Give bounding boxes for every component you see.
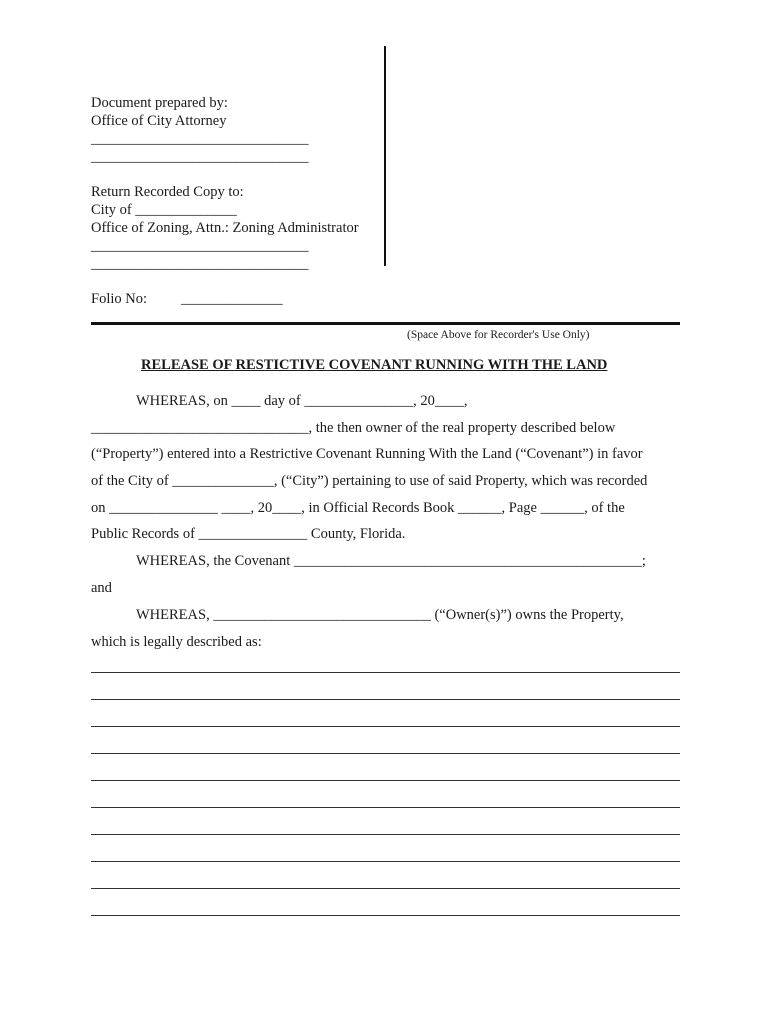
legal-description-line[interactable] [91,807,680,808]
folio-blank[interactable]: ______________ [181,291,283,307]
body-line-8: and [91,580,112,596]
return-city-line[interactable]: City of ______________ [91,202,237,218]
legal-description-line[interactable] [91,726,680,727]
legal-description-line[interactable] [91,888,680,889]
body-line-4: of the City of ______________, (“City”) pertaining to use of said Property, which was recorded [91,473,648,489]
body-line-9: WHEREAS, ______________________________ (“Owner(s)”) owns the Property, [136,607,624,623]
body-line-7: WHEREAS, the Covenant ________________________________________________; [136,553,646,569]
folio-label: Folio No: [91,291,147,307]
legal-description-line[interactable] [91,780,680,781]
prepared-by-office: Office of City Attorney [91,113,227,129]
legal-description-line[interactable] [91,834,680,835]
legal-description-line[interactable] [91,915,680,916]
body-line-6: Public Records of _______________ County, Florida. [91,526,406,542]
return-blank-1[interactable]: ______________________________ [91,238,309,254]
return-blank-2[interactable]: ______________________________ [91,256,309,272]
body-line-3: (“Property”) entered into a Restrictive Covenant Running With the Land (“Covenant”) in favor [91,446,643,462]
recorder-space-divider [91,322,680,325]
prepared-by-blank-2[interactable]: ______________________________ [91,149,309,165]
prepared-by-blank-1[interactable]: ______________________________ [91,131,309,147]
header-vertical-divider [384,46,386,266]
body-line-10: which is legally described as: [91,634,262,650]
legal-description-line[interactable] [91,753,680,754]
legal-description-line[interactable] [91,861,680,862]
return-zoning-line: Office of Zoning, Attn.: Zoning Administrator [91,220,359,236]
legal-description-line[interactable] [91,672,680,673]
body-line-1: WHEREAS, on ____ day of _______________, 20____, [136,393,468,409]
document-title: RELEASE OF RESTICTIVE COVENANT RUNNING WITH THE LAND [141,357,608,373]
body-line-2: ______________________________, the then owner of the real property described below [91,420,616,436]
recorder-use-note: (Space Above for Recorder's Use Only) [407,329,590,341]
body-line-5: on _______________ ____, 20____, in Official Records Book ______, Page ______, of the [91,500,625,516]
return-recorded-label: Return Recorded Copy to: [91,184,244,200]
legal-description-line[interactable] [91,699,680,700]
prepared-by-label: Document prepared by: [91,95,228,111]
